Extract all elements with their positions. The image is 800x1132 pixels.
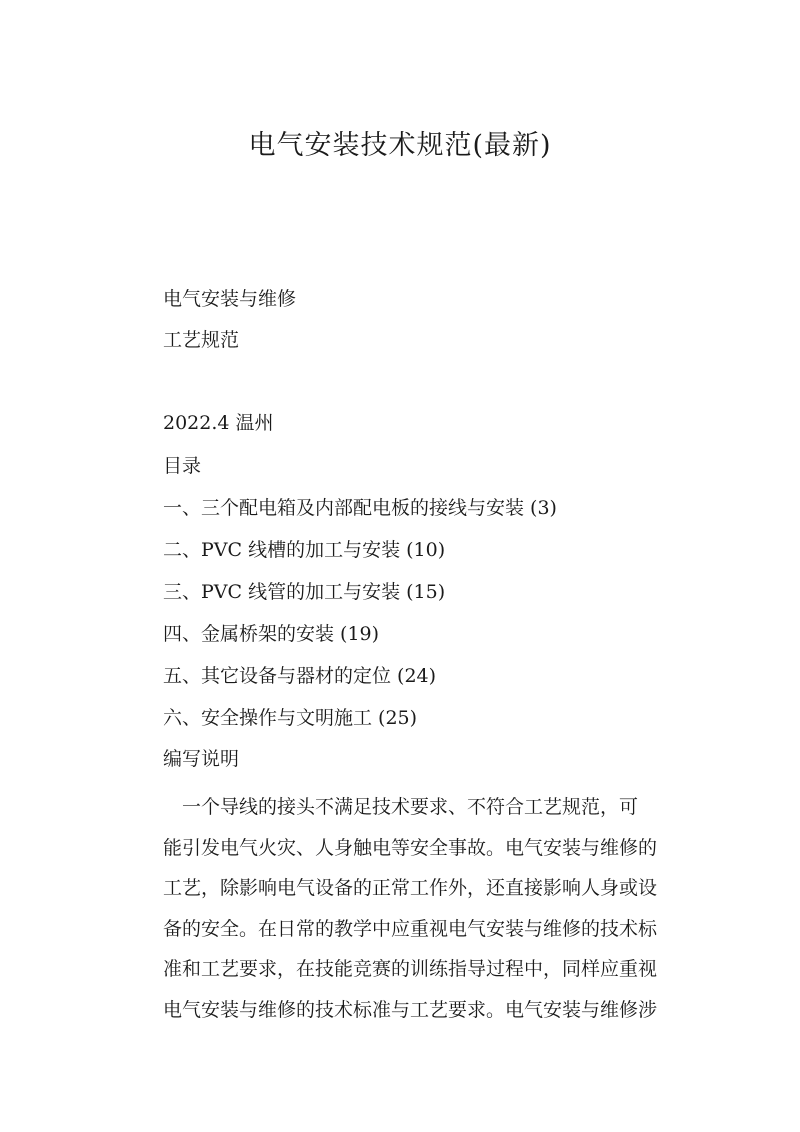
subtitle-line-1: 电气安装与维修 xyxy=(163,288,297,310)
date-place: 2022.4 温州 xyxy=(163,412,274,434)
body-line: 准和工艺要求，在技能竞赛的训练指导过程中，同样应重视 xyxy=(163,958,658,980)
toc-item: 二、PVC 线槽的加工与安装 (10) xyxy=(163,539,446,561)
toc-item: 五、其它设备与器材的定位 (24) xyxy=(163,665,437,687)
toc-item: 三、PVC 线管的加工与安装 (15) xyxy=(163,581,446,603)
body-line: 备的安全。在日常的教学中应重视电气安装与维修的技术标 xyxy=(163,917,658,940)
subtitle-line-2: 工艺规范 xyxy=(163,329,240,351)
toc-item: 六、安全操作与文明施工 (25) xyxy=(163,707,418,729)
toc-item: 四、金属桥架的安装 (19) xyxy=(163,623,380,645)
body-line: 电气安装与维修的技术标准与工艺要求。电气安装与维修涉 xyxy=(163,998,658,1021)
toc-heading: 目录 xyxy=(163,455,202,477)
section-heading: 编写说明 xyxy=(163,748,240,770)
body-paragraph xyxy=(163,787,683,1030)
document-title: 电气安装技术规范(最新) xyxy=(248,130,552,161)
body-line: 工艺，除影响电气设备的正常工作外，还直接影响人身或设 xyxy=(163,877,658,899)
body-line: 能引发电气火灾、人身触电等安全事故。电气安装与维修的 xyxy=(163,836,658,859)
toc-item: 一、三个配电箱及内部配电板的接线与安装 (3) xyxy=(163,497,557,519)
body-line: 一个导线的接头不满足技术要求、不符合工艺规范，可 xyxy=(163,796,639,818)
